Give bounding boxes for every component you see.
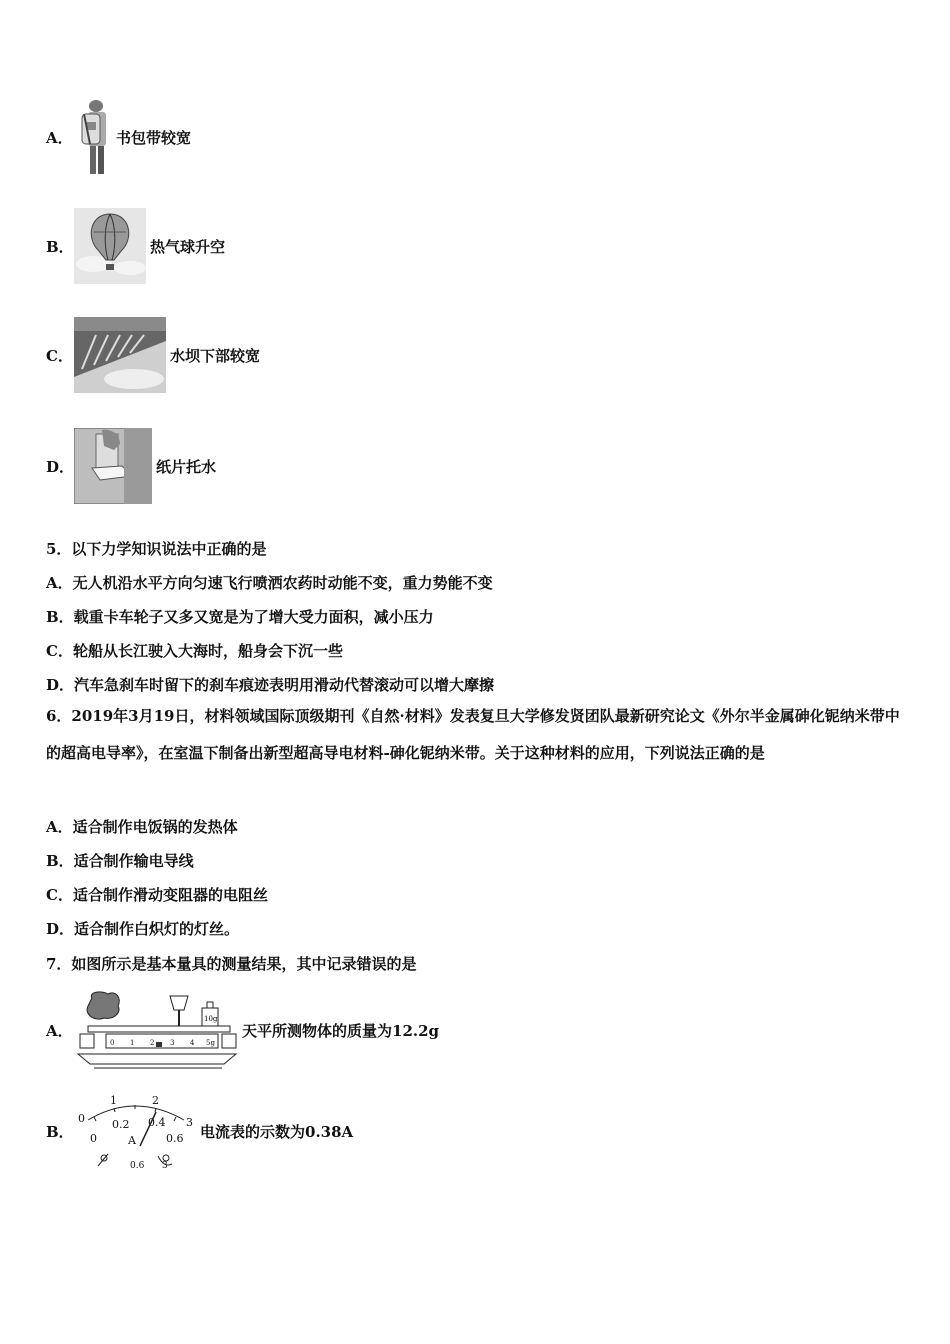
q4-option-a[interactable]: [46, 98, 191, 176]
q7-option-a[interactable]: [46, 990, 439, 1070]
unit-label: A: [128, 1134, 136, 1147]
q7-option-b[interactable]: [46, 1090, 353, 1172]
q6-option-d[interactable]: D．适合制作白炽灯的灯丝。: [46, 920, 240, 938]
option-text: 水坝下部较宽: [170, 346, 261, 365]
scale-5: 5g: [206, 1039, 215, 1047]
q5-stem: 5．以下力学知识说法中正确的是: [46, 540, 267, 558]
option-letter: B．: [46, 1122, 74, 1141]
option-letter: A．: [46, 1021, 73, 1040]
option-letter: D．: [46, 457, 75, 476]
q5-option-a[interactable]: A．无人机沿水平方向匀速飞行喷洒农药时动能不变，重力势能不变: [46, 574, 493, 592]
weight-label: 10g: [204, 1015, 218, 1023]
top-scale-3: 3: [186, 1116, 193, 1129]
bottom-scale-2: 0.4: [148, 1116, 166, 1129]
q6-option-c[interactable]: C．适合制作滑动变阻器的电阻丝: [46, 886, 268, 904]
scale-4: 4: [190, 1039, 195, 1047]
option-text: 纸片托水: [156, 457, 217, 476]
scale-0: 0: [110, 1039, 115, 1047]
q5-option-d[interactable]: D．汽车急刹车时留下的刹车痕迹表明用滑动代替滚动可以增大摩擦: [46, 676, 495, 694]
q7-stem: 7．如图所示是基本量具的测量结果，其中记录错误的是: [46, 955, 417, 973]
option-text: 热气球升空: [150, 237, 226, 256]
q4-option-c[interactable]: [46, 317, 260, 393]
option-text: 天平所测物体的质量为12.2g: [242, 1021, 440, 1040]
option-letter: B．: [46, 237, 74, 256]
top-scale-2: 2: [152, 1094, 159, 1107]
dam-icon: [74, 317, 166, 393]
q4-option-d[interactable]: [46, 428, 216, 504]
q6-stem: 6．2019年3月19日，材料领域国际顶级期刊《自然·材料》发表复旦大学修发贤团队最新研究论文《外尔半金属砷化铌纳米带中的超高电导率》，在室温下制备出新型超高导电材料-砷化铌纳米带。关于这种材料的应用，下列说法正确的是: [46, 707, 900, 762]
option-letter: C．: [46, 346, 73, 365]
scale-2: 2: [150, 1039, 155, 1047]
terminal-06: 0.6: [130, 1161, 145, 1171]
q5-option-b[interactable]: B．载重卡车轮子又多又宽是为了增大受力面积，减小压力: [46, 608, 434, 626]
terminal-3: 3: [162, 1161, 168, 1171]
top-scale-0: 0: [78, 1112, 85, 1125]
bottom-scale-3: 0.6: [166, 1132, 184, 1145]
bottom-scale-1: 0.2: [112, 1118, 130, 1131]
top-scale-1: 1: [110, 1094, 117, 1107]
paper-holds-water-icon: [74, 428, 152, 504]
q5-option-c[interactable]: C．轮船从长江驶入大海时，船身会下沉一些: [46, 642, 343, 660]
ammeter-icon: [74, 1090, 196, 1172]
option-text: 电流表的示数为0.38A: [200, 1122, 354, 1141]
option-text: 书包带较宽: [116, 128, 192, 147]
scale-1: 1: [130, 1039, 135, 1047]
hot-air-balloon-icon: [74, 208, 146, 284]
scale-3: 3: [170, 1039, 175, 1047]
q4-option-b[interactable]: [46, 208, 225, 284]
option-letter: A．: [46, 128, 73, 147]
bottom-scale-0: 0: [90, 1132, 97, 1145]
q6-option-a[interactable]: A．适合制作电饭锅的发热体: [46, 818, 238, 836]
balance-scale-icon: [74, 990, 240, 1070]
backpack-student-icon: [74, 98, 114, 176]
q6-option-b[interactable]: B．适合制作输电导线: [46, 852, 194, 870]
